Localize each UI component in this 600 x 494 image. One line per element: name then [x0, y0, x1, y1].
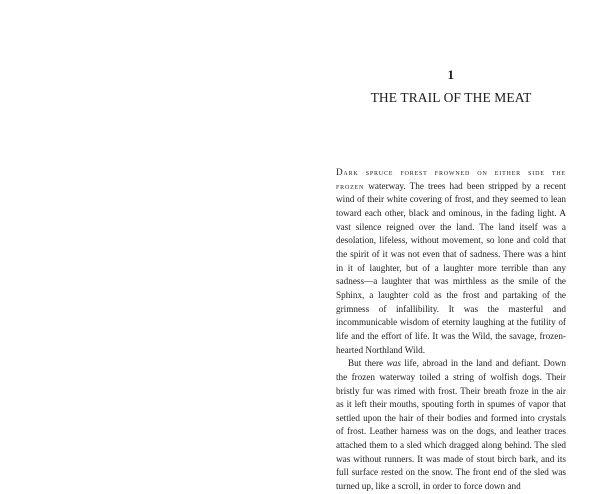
paragraph-1 — [336, 166, 566, 357]
chapter-body — [336, 166, 566, 494]
paragraph-1-text: waterway. The trees had been stripped by a recent wind of their white covering of frost, and they seemed to lean toward each other, black and ominous, in the fading light. A vast silence reigned over the land. The land itself was a desolation, lifeless, without movement, so lone and cold that the spirit of it was not even that of sadness. There was a hint in it of laughter, but of a laughter more terrible than any sadness—a laughter that was mirthless as the smile of the Sphinx, a laughter cold as the frost and partaking of the grimness of infallibility. It was the masterful and incommunicable wisdom of eternity laughing at the futility of life and the effort of life. It was the Wild, the savage, frozen-hearted Northland Wild. — [336, 180, 566, 355]
left-page — [0, 0, 300, 460]
chapter-number: 1 — [447, 67, 455, 82]
chapter-title: THE TRAIL OF THE MEAT — [370, 90, 532, 105]
paragraph-1-lead: Dark spruce forest frowned on either side the frozen — [336, 167, 566, 191]
paragraph-2-before: But there — [348, 358, 387, 369]
paragraph-2 — [336, 357, 566, 494]
paragraph-2-emphasis: was — [386, 358, 401, 369]
paragraph-2-after: life, abroad in the land and defiant. Down the frozen waterway toiled a string of wolfish dogs. Their bristly fur was rimed with frost. Their breath froze in the air as it left their mouths, spouting forth in spumes of vapor that settled upon the hair of their bodies and formed into crystals of frost. Leather harness was on the dogs, and leather traces attached them to a sled which dragged along behind. The sled was without runners. It was made of stout birch bark, and its full surface rested on the snow. The front end of the sled was turned up, like a scroll, in order to force down and — [336, 358, 566, 492]
